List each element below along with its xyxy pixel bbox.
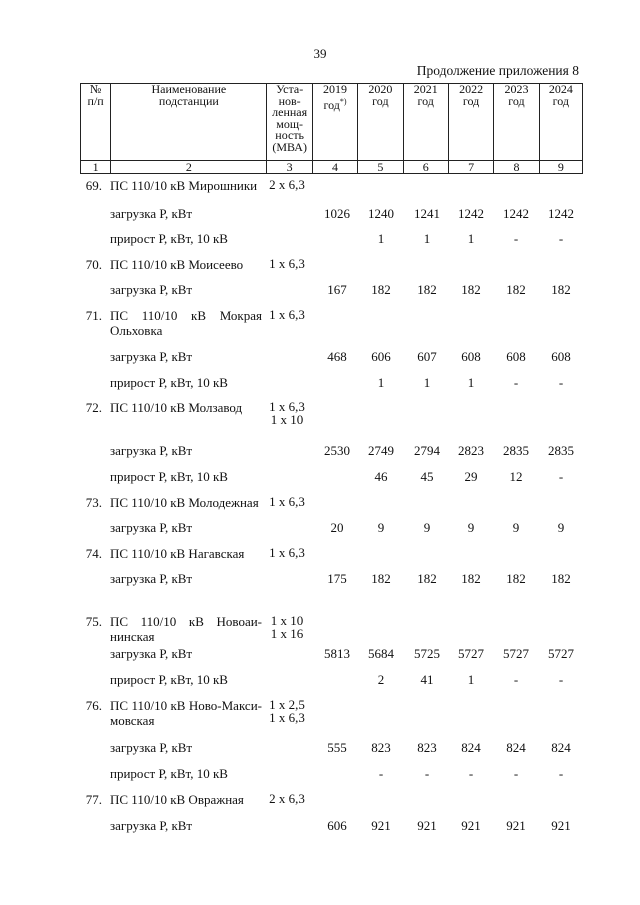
value-cell: 182 — [461, 571, 481, 586]
installed-capacity: 2 x 6,3 — [269, 791, 305, 806]
substation-row — [0, 308, 640, 338]
row-number: 70. — [85, 257, 102, 272]
value-cell: 608 — [461, 349, 481, 364]
value-cell: - — [513, 375, 519, 390]
value-cell: 45 — [420, 469, 434, 484]
row-number: 74. — [85, 546, 102, 561]
col-number: 8 — [494, 161, 539, 174]
value-cell: 182 — [506, 282, 526, 297]
value-cell: 5727 — [548, 646, 574, 661]
value-cell: - — [513, 231, 519, 246]
value-cell: - — [558, 375, 564, 390]
value-cell: 2835 — [503, 443, 529, 458]
value-cell: - — [468, 766, 474, 781]
value-cell: - — [424, 766, 430, 781]
value-cell: 9 — [377, 520, 385, 535]
value-cell: - — [558, 672, 564, 687]
value-cell: 1 — [467, 375, 475, 390]
header-year-2021: 2021 год — [403, 84, 448, 161]
metric-label: загрузка Р, кВт — [110, 282, 193, 297]
header-year-2022: 2022 год — [448, 84, 493, 161]
value-cell: 2 — [377, 672, 385, 687]
value-cell: 824 — [461, 740, 481, 755]
substation-name: ПС 110/10 кВ Моисеево — [110, 257, 244, 272]
value-cell: 167 — [327, 282, 347, 297]
value-cell: 1 — [467, 672, 475, 687]
installed-capacity: 1 x 2,5 1 x 6,3 — [269, 697, 305, 725]
header-num: № п/п — [81, 84, 111, 161]
value-cell: 823 — [371, 740, 391, 755]
table-row — [0, 571, 640, 601]
value-cell: - — [513, 672, 519, 687]
installed-capacity: 1 x 6,3 — [269, 494, 305, 509]
value-cell: 2749 — [368, 443, 394, 458]
substation-name: ПС 110/10 кВ Ново-Макси-мовская — [110, 698, 262, 728]
value-cell: 606 — [327, 818, 347, 833]
value-cell: 1242 — [503, 206, 529, 221]
metric-label: прирост Р, кВт, 10 кВ — [110, 375, 228, 390]
value-cell: 5684 — [368, 646, 394, 661]
value-cell: 921 — [371, 818, 391, 833]
value-cell: 921 — [506, 818, 526, 833]
col-number: 2 — [111, 161, 267, 174]
value-cell: 921 — [461, 818, 481, 833]
substation-name: ПС 110/10 кВ Нагавская — [110, 546, 245, 561]
value-cell: 1 — [423, 375, 431, 390]
value-cell: 41 — [420, 672, 434, 687]
value-cell: 824 — [506, 740, 526, 755]
value-cell: 182 — [417, 282, 437, 297]
value-cell: 1241 — [414, 206, 440, 221]
value-cell: 20 — [330, 520, 344, 535]
value-cell: 5725 — [414, 646, 440, 661]
value-cell: 555 — [327, 740, 347, 755]
value-cell: 1 — [377, 231, 385, 246]
value-cell: - — [558, 766, 564, 781]
value-cell: 2794 — [414, 443, 440, 458]
installed-capacity: 2 x 6,3 — [269, 177, 305, 192]
value-cell: 2835 — [548, 443, 574, 458]
value-cell: 1242 — [458, 206, 484, 221]
value-cell: 9 — [467, 520, 475, 535]
installed-capacity: 1 x 6,3 — [269, 545, 305, 560]
substation-name: ПС 110/10 кВ Мирошники — [110, 178, 258, 193]
value-cell: 12 — [509, 469, 523, 484]
value-cell: 2530 — [324, 443, 350, 458]
installed-capacity: 1 x 6,3 — [269, 256, 305, 271]
col-number: 6 — [403, 161, 448, 174]
value-cell: 824 — [551, 740, 571, 755]
value-cell: 1 — [377, 375, 385, 390]
metric-label: загрузка Р, кВт — [110, 520, 193, 535]
value-cell: 468 — [327, 349, 347, 364]
value-cell: - — [558, 231, 564, 246]
value-cell: 606 — [371, 349, 391, 364]
header-name: Наименование подстанции — [111, 84, 267, 161]
substation-name: ПС 110/10 кВ Овражная — [110, 792, 244, 807]
substation-row — [0, 400, 640, 430]
row-number: 72. — [85, 400, 102, 415]
row-number: 75. — [85, 614, 102, 629]
value-cell: 5813 — [324, 646, 350, 661]
substation-row — [0, 698, 640, 728]
value-cell: 29 — [464, 469, 478, 484]
metric-label: прирост Р, кВт, 10 кВ — [110, 766, 228, 781]
metric-label: загрузка Р, кВт — [110, 206, 193, 221]
value-cell: 1240 — [368, 206, 394, 221]
value-cell: 182 — [551, 571, 571, 586]
metric-label: прирост Р, кВт, 10 кВ — [110, 672, 228, 687]
substation-name: ПС 110/10 кВ Молодежная — [110, 495, 259, 510]
header-year-2019: 2019 год*) — [312, 84, 357, 161]
metric-label: загрузка Р, кВт — [110, 818, 193, 833]
metric-label: загрузка Р, кВт — [110, 646, 193, 661]
value-cell: 2823 — [458, 443, 484, 458]
value-cell: - — [558, 469, 564, 484]
value-cell: 182 — [371, 282, 391, 297]
col-number: 7 — [448, 161, 493, 174]
col-number: 3 — [267, 161, 312, 174]
value-cell: 182 — [461, 282, 481, 297]
installed-capacity: 1 x 10 1 x 16 — [270, 613, 304, 641]
metric-label: загрузка Р, кВт — [110, 443, 193, 458]
installed-capacity: 1 x 6,3 — [269, 307, 305, 322]
header-year-2024: 2024 год — [539, 84, 582, 161]
row-number: 69. — [85, 178, 102, 193]
header-installed: Уста- нов- ленная мощ- ность (МВА) — [267, 84, 312, 161]
value-cell: 46 — [374, 469, 388, 484]
page-number: 39 — [313, 46, 327, 61]
value-cell: 182 — [551, 282, 571, 297]
value-cell: 182 — [371, 571, 391, 586]
metric-label: прирост Р, кВт, 10 кВ — [110, 231, 228, 246]
substation-name: ПС 110/10 кВ Мокрая Ольховка — [110, 308, 262, 338]
col-number: 5 — [358, 161, 403, 174]
value-cell: 1 — [423, 231, 431, 246]
metric-label: загрузка Р, кВт — [110, 571, 193, 586]
installed-capacity: 1 x 6,3 1 x 10 — [269, 399, 305, 427]
metric-label: загрузка Р, кВт — [110, 740, 193, 755]
value-cell: 1242 — [548, 206, 574, 221]
value-cell: 608 — [551, 349, 571, 364]
header-year-2020: 2020 год — [358, 84, 403, 161]
value-cell: 9 — [512, 520, 520, 535]
value-cell: 5727 — [458, 646, 484, 661]
value-cell: 921 — [417, 818, 437, 833]
value-cell: 9 — [423, 520, 431, 535]
col-number: 4 — [312, 161, 357, 174]
col-number: 9 — [539, 161, 582, 174]
value-cell: 823 — [417, 740, 437, 755]
substation-row — [0, 614, 640, 644]
value-cell: 175 — [327, 571, 347, 586]
appendix-continuation-label: Продолжение приложения 8 — [416, 63, 579, 78]
row-number: 73. — [85, 495, 102, 510]
substation-row — [0, 178, 640, 208]
row-number: 71. — [85, 308, 102, 323]
substation-name: ПС 110/10 кВ Новоаи-нинская — [110, 614, 262, 644]
value-cell: - — [378, 766, 384, 781]
row-number: 77. — [85, 792, 102, 807]
value-cell: 182 — [417, 571, 437, 586]
table-row — [0, 818, 640, 848]
value-cell: 607 — [417, 349, 437, 364]
value-cell: 182 — [506, 571, 526, 586]
col-number: 1 — [81, 161, 111, 174]
value-cell: - — [513, 766, 519, 781]
header-year-2023: 2023 год — [494, 84, 539, 161]
value-cell: 9 — [557, 520, 565, 535]
substation-name: ПС 110/10 кВ Молзавод — [110, 400, 243, 415]
value-cell: 5727 — [503, 646, 529, 661]
value-cell: 921 — [551, 818, 571, 833]
row-number: 76. — [85, 698, 102, 713]
value-cell: 1 — [467, 231, 475, 246]
table-header — [80, 83, 583, 174]
metric-label: прирост Р, кВт, 10 кВ — [110, 469, 228, 484]
metric-label: загрузка Р, кВт — [110, 349, 193, 364]
value-cell: 608 — [506, 349, 526, 364]
value-cell: 1026 — [324, 206, 350, 221]
